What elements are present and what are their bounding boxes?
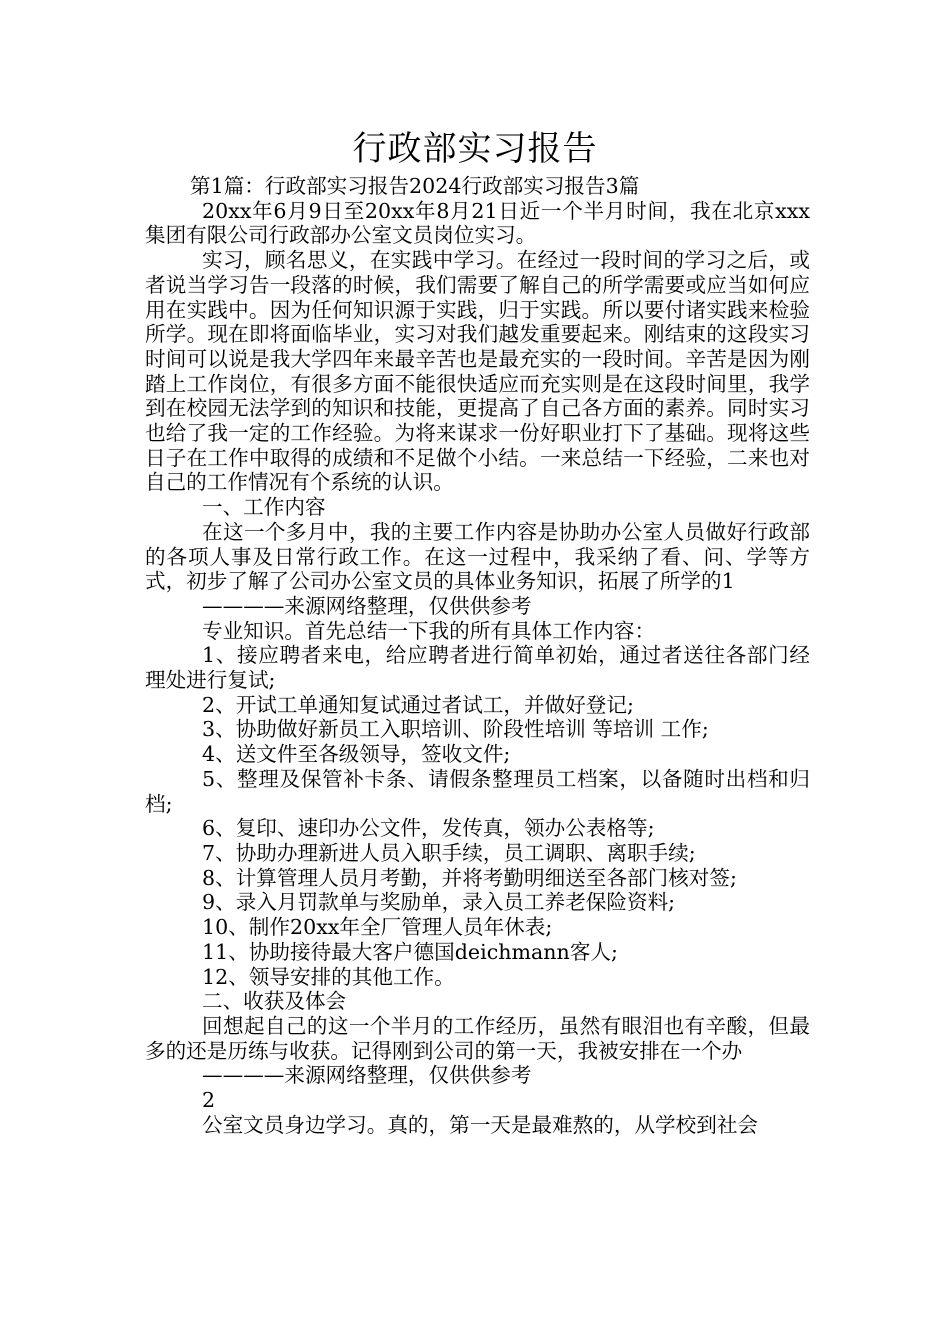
list-item: 10、制作20xx年全厂管理人员年休表; (202, 915, 553, 940)
list-item: 2、开试工单通知复试通过者试工，并做好登记; (202, 692, 634, 717)
section-heading-gains: 二、收获及体会 (202, 989, 347, 1014)
list-item: 11、协助接待最大客户德国deichmann客人; (202, 939, 618, 964)
paragraph-work-summary: 在这一个多月中，我的主要工作内容是协助办公室人员做好行政部的各项人事及日常行政工作。在这一过程中，我采纳了看、问、学等方式，初步了解了公司办公室文员的具体业务知识，拓展了所学的1 (145, 519, 810, 594)
paragraph-reflection: 回想起自己的这一个半月的工作经历，虽然有眼泪也有辛酸，但最多的还是历练与收获。记得刚到公司的第一天，我被安排在一个办 (145, 1013, 810, 1063)
document-subtitle: 第1篇：行政部实习报告2024行政部实习报告3篇 (190, 174, 640, 198)
list-item: 6、复印、速印办公文件，发传真，领办公表格等; (202, 816, 655, 841)
document-body (145, 174, 810, 1137)
section-heading-work-content: 一、工作内容 (202, 495, 326, 520)
list-item: 4、送文件至各级领导，签收文件; (202, 742, 511, 767)
list-item: 1、接应聘者来电，给应聘者进行简单初始，通过者送往各部门经理处进行复试; (145, 643, 810, 693)
paragraph-practice: 实习，顾名思义，在实践中学习。在经过一段时间的学习之后，或者说当学习告一段落的时候，我们需要了解自己的所学需要或应当如何应用在实践中。因为任何知识源于实践，归于实践。所以要付诸实践来检验所学。现在即将面临毕业，实习对我们越发重要起来。刚结束的这段实习时间可以说是我大学四年来最辛苦也是最充实的一段时间。辛苦是因为刚踏上工作岗位，有很多方面不能很快适应而充实则是在这段时间里，我学到在校园无法学到的知识和技能，更提高了自己各方面的素养。同时实习也给了我一定的工作经验。为将来谋求一份好职业打下了基础。现将这些日子在工作中取得的成绩和不足做个小结。一来总结一下经验，二来也对自己的工作情况有个系统的认识。 (145, 248, 810, 495)
source-note: ————来源网络整理，仅供供参考 (202, 1063, 532, 1088)
document-title: 行政部实习报告 (352, 129, 598, 169)
list-item: 8、计算管理人员月考勤，并将考勤明细送至各部门核对签; (202, 865, 737, 890)
intro-paragraph: 20xx年6月9日至20xx年8月21日近一个半月时间，我在北京xxx集团有限公司行政部办公室文员岗位实习。 (145, 198, 810, 248)
list-item: 12、领导安排的其他工作。 (202, 964, 455, 989)
paragraph-continuation: 公室文员身边学习。真的，第一天是最难熬的，从学校到社会 (202, 1112, 759, 1137)
paragraph-professional-knowledge: 专业知识。首先总结一下我的所有具体工作内容： (202, 618, 656, 643)
source-note: ————来源网络整理，仅供供参考 (202, 593, 532, 618)
list-item: 3、协助做好新员工入职培训、阶段性培训 等培训 工作; (202, 717, 709, 742)
list-item: 9、录入月罚款单与奖励单，录入员工养老保险资料; (202, 890, 676, 915)
page-number: 2 (202, 1088, 216, 1113)
list-item: 7、协助办理新进人员入职手续，员工调职、离职手续; (202, 840, 696, 865)
list-item: 5、整理及保管补卡条、请假条整理员工档案，以备随时出档和归档; (145, 766, 810, 816)
